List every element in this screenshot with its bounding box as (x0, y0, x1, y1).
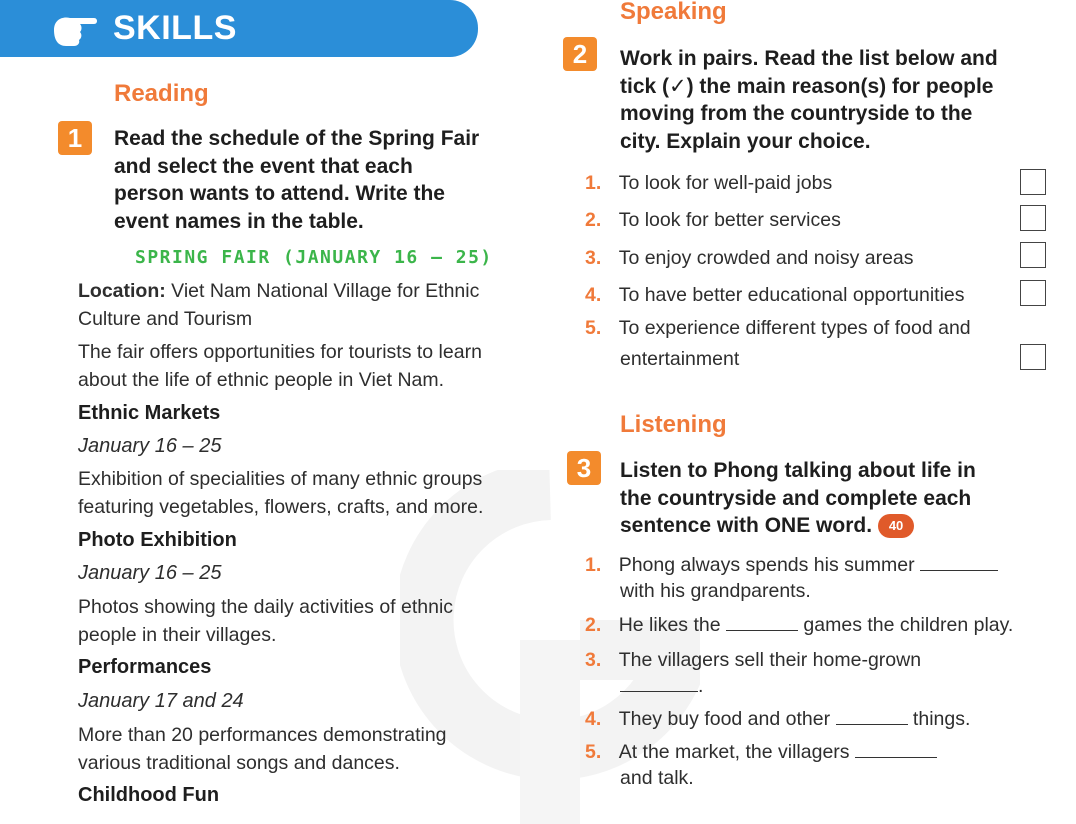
item-text-cont: with his grandparents. (620, 580, 811, 602)
item-number: 3. (585, 247, 602, 269)
item-text: To experience different types of food and (618, 317, 971, 339)
fair-title: SPRING FAIR (JANUARY 16 – 25) (135, 247, 493, 268)
list-item (585, 645, 1045, 702)
speaking-task (620, 45, 1060, 155)
tick-checkbox[interactable] (1020, 242, 1046, 268)
reading-task (114, 125, 534, 235)
answer-blank[interactable] (836, 706, 908, 725)
location-label: Location: (78, 280, 166, 302)
item-number: 2. (585, 614, 602, 636)
event-description-line: various traditional songs and dances. (78, 751, 400, 774)
tick-checkbox[interactable] (1020, 205, 1046, 231)
event-title: Ethnic Markets (78, 402, 221, 424)
speaking-heading: Speaking (620, 0, 727, 25)
fair-intro-line: about the life of ethnic people in Viet Nam. (78, 368, 445, 391)
list-item (585, 205, 841, 236)
event-description (78, 722, 548, 777)
speaking-task-line: city. Explain your choice. (620, 129, 871, 153)
speaking-task-line: tick (✓) the main reason(s) for people (620, 74, 994, 98)
list-item (585, 737, 1045, 794)
tick-checkbox[interactable] (1020, 344, 1046, 370)
item-text: games the children play. (798, 614, 1014, 636)
listening-task (620, 457, 1060, 540)
answer-blank[interactable] (620, 673, 698, 692)
listening-task-line: the countryside and complete each (620, 486, 972, 510)
speaking-task-line: moving from the countryside to the (620, 102, 973, 125)
listening-task-line: Listen to Phong talking about life in (620, 459, 976, 482)
event-date: January 17 and 24 (78, 690, 244, 712)
item-number: 4. (585, 708, 602, 730)
list-item (585, 704, 1055, 735)
item-number: 5. (585, 317, 602, 339)
reading-task-line: and select the event that each (114, 154, 413, 178)
item-number: 4. (585, 284, 602, 306)
event-date: January 16 – 25 (78, 435, 222, 457)
reading-task-line: person wants to attend. Write the (114, 182, 445, 205)
item-number: 1. (585, 554, 602, 576)
fair-intro-line: The fair offers opportunities for tourists to learn (78, 341, 482, 363)
task-number-2: 2 (563, 37, 597, 71)
item-number: 2. (585, 209, 602, 231)
item-text: To look for well-paid jobs (618, 172, 833, 194)
item-text: At the market, the villagers (618, 741, 855, 763)
task-number-1: 1 (58, 121, 92, 155)
list-item (585, 243, 914, 274)
list-item (585, 550, 1045, 607)
item-text-cont: and talk. (620, 767, 694, 789)
location-block (78, 278, 538, 333)
list-item (585, 313, 1015, 375)
item-number: 5. (585, 741, 602, 763)
list-item (585, 280, 965, 311)
task-number-3: 3 (567, 451, 601, 485)
answer-blank[interactable] (855, 739, 937, 758)
audio-track-icon[interactable]: 40 (878, 514, 914, 538)
skills-title: SKILLS (113, 9, 237, 47)
item-text: The villagers sell their home-grown (618, 649, 922, 671)
item-text: To have better educational opportunities (618, 284, 965, 306)
item-text: Phong always spends his summer (618, 554, 920, 576)
item-text: He likes the (618, 614, 726, 636)
tick-checkbox[interactable] (1020, 280, 1046, 306)
item-text-cont: entertainment (620, 348, 740, 370)
event-date: January 16 – 25 (78, 562, 222, 584)
event-description (78, 594, 548, 649)
fair-intro (78, 339, 548, 394)
item-text: To look for better services (618, 209, 841, 231)
tick-checkbox[interactable] (1020, 169, 1046, 195)
listening-heading: Listening (620, 411, 727, 438)
pointing-hand-icon (50, 10, 100, 50)
event-description-line: Exhibition of specialities of many ethnic groups (78, 468, 483, 490)
list-item (585, 168, 832, 199)
event-description-line: More than 20 performances demonstrating (78, 724, 447, 746)
item-text: To enjoy crowded and noisy areas (618, 247, 914, 269)
answer-blank[interactable] (920, 552, 998, 571)
answer-blank[interactable] (726, 612, 798, 631)
location-value-cont: Culture and Tourism (78, 307, 253, 330)
reading-heading: Reading (114, 80, 209, 107)
item-number: 3. (585, 649, 602, 671)
event-title: Performances (78, 656, 212, 678)
item-number: 1. (585, 172, 602, 194)
speaking-task-line: Work in pairs. Read the list below and (620, 47, 998, 70)
item-text: things. (907, 708, 971, 730)
event-description (78, 466, 548, 521)
event-description-line: featuring vegetables, flowers, crafts, and more. (78, 495, 484, 518)
item-text: . (698, 675, 704, 697)
event-description-line: Photos showing the daily activities of ethnic (78, 596, 454, 618)
reading-task-line: event names in the table. (114, 209, 364, 233)
location-value: Viet Nam National Village for Ethnic (165, 280, 480, 302)
list-item (585, 610, 1055, 641)
event-title: Photo Exhibition (78, 529, 237, 551)
reading-task-line: Read the schedule of the Spring Fair (114, 127, 480, 150)
event-description-line: people in their villages. (78, 623, 277, 646)
item-text: They buy food and other (618, 708, 836, 730)
event-title: Childhood Fun (78, 784, 220, 806)
listening-task-line: sentence with ONE word. (620, 514, 873, 537)
